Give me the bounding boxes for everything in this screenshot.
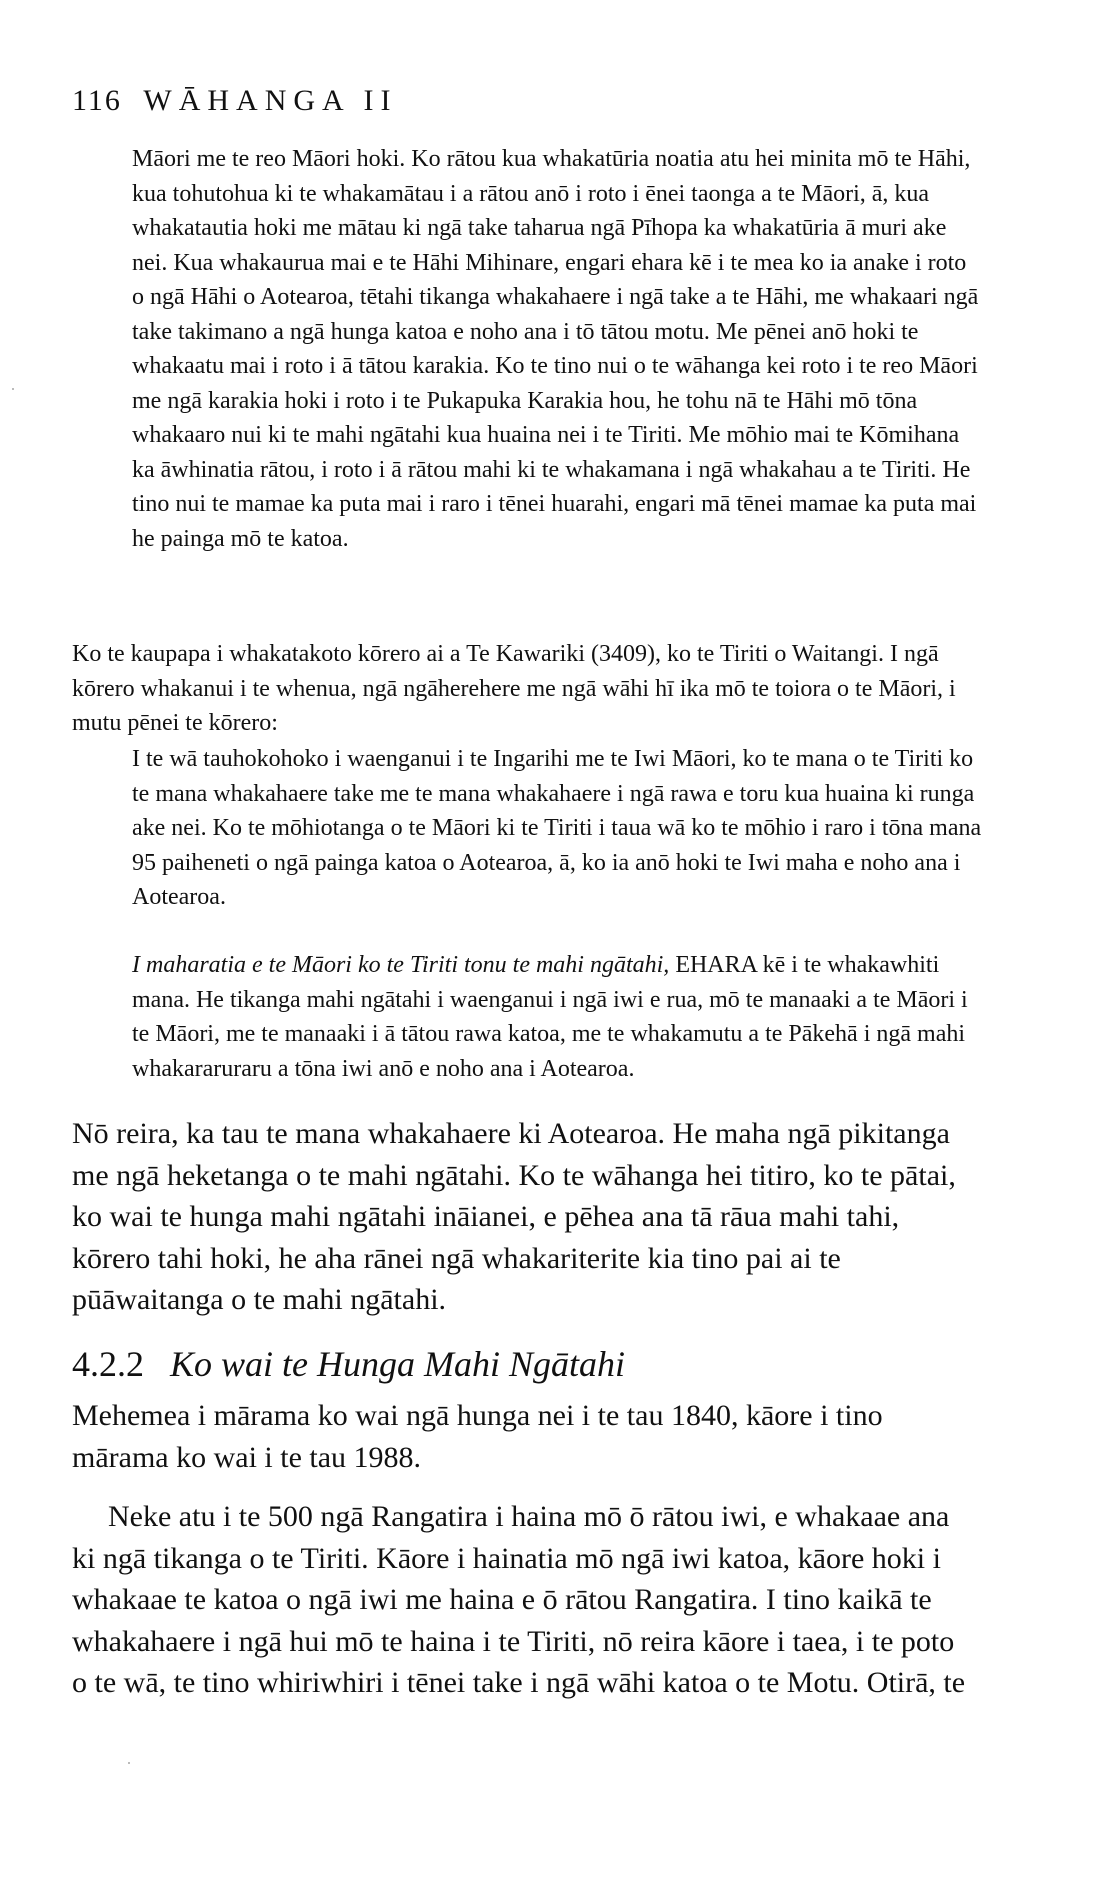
section-running-title: WĀHANGA II xyxy=(143,84,398,117)
paragraph-2: Nō reira, ka tau te mana whakahaere ki Aotearoa. He maha ngā pikitanga me ngā heketanga o te mahi ngātahi. Ko te wāhanga hei titiro, ko te pātai, ko wai te hunga mahi ngātahi ināianei, e pēhea ana tā rāua mahi tahi, kōrero tahi hoki, he aha rānei ngā whakariterite kia tino pai ai te pūāwaitanga o te mahi ngātahi. xyxy=(72,1117,956,1316)
page-number: 116 xyxy=(72,84,122,117)
block-quote-1: Māori me te reo Māori hoki. Ko rātou kua whakatūria noatia atu hei minita mō te Hāhi, kua tohutohua ki te whakamātau i a rātou anō i roto i ēnei taonga a te Māori, ā, kua whakatautia hoki me mātau ki ngā take taharua ngā Pīhopa ka whakatūria ā muri ake nei. Kua whakaurua mai e te Hāhi Mihinare, engari ehara kē i te mea ko ia anake i roto o ngā Hāhi o Aotearoa, tētahi tikanga whakahaere i ngā take a te Hāhi, me whakaari ngā take takimano a ngā hunga katoa e noho ana i tō tātou motu. Me pēnei anō hoki te whakaatu mai i roto i ā tātou karakia. Ko te tino nui o te wāhanga kei roto i te reo Māori me ngā karakia hoki i roto i te Pukapuka Karakia hou, he tohu nā te Hāhi mō tōna whakaaro nui ki te mahi ngātahi kua huaina nei i te Tiriti. Me mōhio mai te Kōmihana ka āwhinatia rātou, i roto i ā rātou mahi ki te whakamana i ngā whakahau a te Tiriti. He tino nui te mamae ka puta mai i raro i tēnei huarahi, engari mā tēnei mamae ka puta mai he painga mō te katoa. xyxy=(132,146,979,552)
section-heading xyxy=(72,1343,625,1385)
block-quote-2: I te wā tauhokohoko i waenganui i te Ingarihi me te Iwi Māori, ko te mana o te Tiriti ko te mana whakahaere take me te mana whakahaere i ngā rawa e toru kua huaina ki runga ake nei. Ko te mōhiotanga o te Māori ki te Tiriti i taua wā ko te mōhio i raro i tōna mana 95 paiheneti o ngā painga katoa o Aotearoa, ā, ko ia anō hoki te Iwi maha e noho ana i Aotearoa. xyxy=(132,746,982,910)
paragraph-1: Ko te kaupapa i whakatakoto kōrero ai a Te Kawariki (3409), ko te Tiriti o Waitangi. I ngā kōrero whakanui i te whenua, ngā ngāherehere me ngā wāhi hī ika mō te toiora o te Māori, i mutu pēnei te kōrero: xyxy=(72,641,956,736)
section-title: Ko wai te Hunga Mahi Ngātahi xyxy=(170,1344,626,1384)
quote-3-italic-lead: I maharatia e te Māori ko te Tiriti tonu te mahi ngātahi, xyxy=(132,952,670,978)
paragraph-3: Mehemea i mārama ko wai ngā hunga nei i te tau 1840, kāore i tino mārama ko wai i te tau 1988. xyxy=(72,1399,883,1474)
scan-speck xyxy=(12,388,14,390)
running-header xyxy=(72,84,398,118)
block-quote-3 xyxy=(132,948,984,1086)
section-number: 4.2.2 xyxy=(72,1344,144,1384)
quote-3-rest: EHARA kē i te whakawhiti mana. He tikanga mahi ngātahi i waenganui i ngā iwi e rua, mō te manaaki a te Māori i te Māori, me te manaaki i ā tātou rawa katoa, me te whakamutu a te Pākehā i ngā mahi whakararuraru a tōna iwi anō e noho ana i Aotearoa. xyxy=(132,952,968,1082)
scan-speck xyxy=(128,1762,130,1764)
paragraph-4: Neke atu i te 500 ngā Rangatira i haina mō ō rātou iwi, e whakaae ana ki ngā tikanga o te Tiriti. Kāore i hainatia mō ngā iwi katoa, kāore hoki i whakaae te katoa o ngā iwi me haina e ō rātou Rangatira. I tino kaikā te whakahaere i ngā hui mō te haina i te Tiriti, nō reira kāore i taea, i te poto o te wā, te tino whiriwhiri i tēnei take i ngā wāhi katoa o te Motu. Otirā, te xyxy=(72,1500,966,1699)
